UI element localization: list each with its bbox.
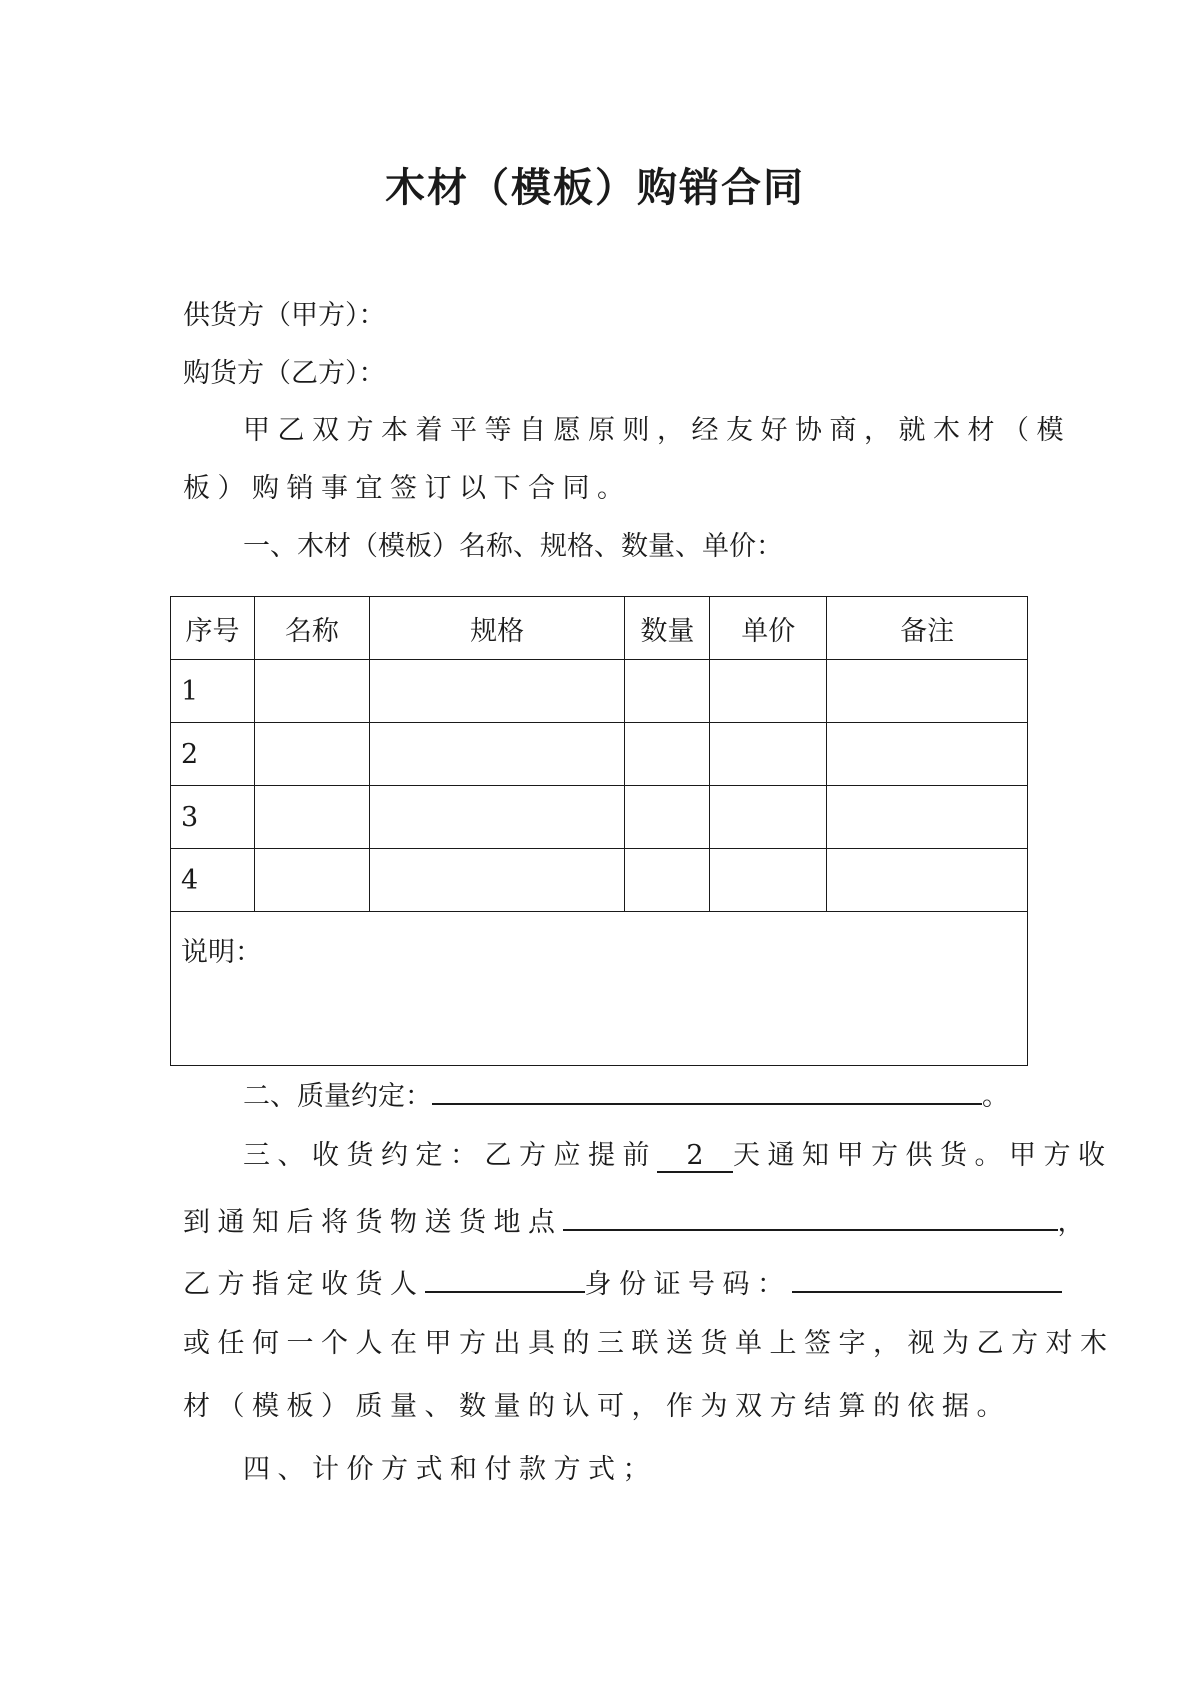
table-header-row [171,597,1028,660]
section3-line1 [243,1136,1113,1176]
header-name: 名称 [254,597,369,660]
section2-end: 。 [982,1081,1009,1112]
row-price-cell[interactable] [710,660,827,723]
row-spec-cell[interactable] [369,723,625,786]
section3-line3 [183,1261,1062,1305]
row-name-cell[interactable] [254,660,369,723]
row-price-cell[interactable] [710,723,827,786]
row-name-cell[interactable] [254,723,369,786]
table-row [171,849,1028,912]
id-number-label: 身份证号码： [584,1269,792,1300]
intro-paragraph-line2: 板）购销事宜签订以下合同。 [183,473,632,504]
row-index: 4 [171,849,255,912]
section4-heading: 四、计价方式和付款方式； [243,1454,657,1485]
row-spec-cell[interactable] [369,786,625,849]
row-price-cell[interactable] [710,849,827,912]
section3-line2 [183,1199,1092,1243]
notice-days-field[interactable]: 2 [657,1141,733,1173]
header-spec: 规格 [369,597,625,660]
items-table [170,596,1028,1066]
header-unit-price: 单价 [710,597,827,660]
table-row [171,723,1028,786]
row-remarks-cell[interactable] [827,660,1028,723]
header-index: 序号 [171,597,255,660]
supplier-label: 供货方（甲方）： [183,300,386,331]
row-quantity-cell[interactable] [625,660,710,723]
delivery-location-blank[interactable] [563,1199,1058,1231]
section3-line2-end: ， [1057,1207,1092,1238]
quality-terms-blank[interactable] [432,1073,982,1105]
row-remarks-cell[interactable] [827,849,1028,912]
intro-paragraph-line1: 甲乙双方本着平等自愿原则，经友好协商，就木材（模 [243,415,1071,446]
note-label: 说明： [181,937,262,968]
section3-part1: 三、收货约定：乙方应提前 [243,1140,657,1171]
section3-part2: 天通知甲方供货。甲方收 [733,1140,1113,1171]
table-row [171,786,1028,849]
row-index: 1 [171,660,255,723]
row-remarks-cell[interactable] [827,786,1028,849]
row-spec-cell[interactable] [369,849,625,912]
section3-line5: 材（模板）质量、数量的认可，作为双方结算的依据。 [183,1391,1011,1422]
row-name-cell[interactable] [254,849,369,912]
table-note-row [171,912,1028,1066]
row-spec-cell[interactable] [369,660,625,723]
section2-label: 二、质量约定： [243,1081,432,1112]
section3-line4: 或任何一个人在甲方出具的三联送货单上签字，视为乙方对木 [183,1328,1115,1359]
delivery-location-label: 到通知后将货物送货地点 [183,1207,563,1238]
id-number-blank[interactable] [792,1261,1062,1293]
row-quantity-cell[interactable] [625,849,710,912]
document-title: 木材（模板）购销合同 [385,165,805,211]
section2-line [243,1073,1009,1117]
row-index: 3 [171,786,255,849]
header-quantity: 数量 [625,597,710,660]
row-quantity-cell[interactable] [625,723,710,786]
note-cell[interactable] [171,912,1028,1066]
section1-heading: 一、木材（模板）名称、规格、数量、单价： [243,531,783,562]
row-quantity-cell[interactable] [625,786,710,849]
row-remarks-cell[interactable] [827,723,1028,786]
row-name-cell[interactable] [254,786,369,849]
header-remarks: 备注 [827,597,1028,660]
row-price-cell[interactable] [710,786,827,849]
table-row [171,660,1028,723]
row-index: 2 [171,723,255,786]
receiver-label: 乙方指定收货人 [183,1269,425,1300]
buyer-label: 购货方（乙方）： [183,358,386,389]
receiver-name-blank[interactable] [425,1261,585,1293]
